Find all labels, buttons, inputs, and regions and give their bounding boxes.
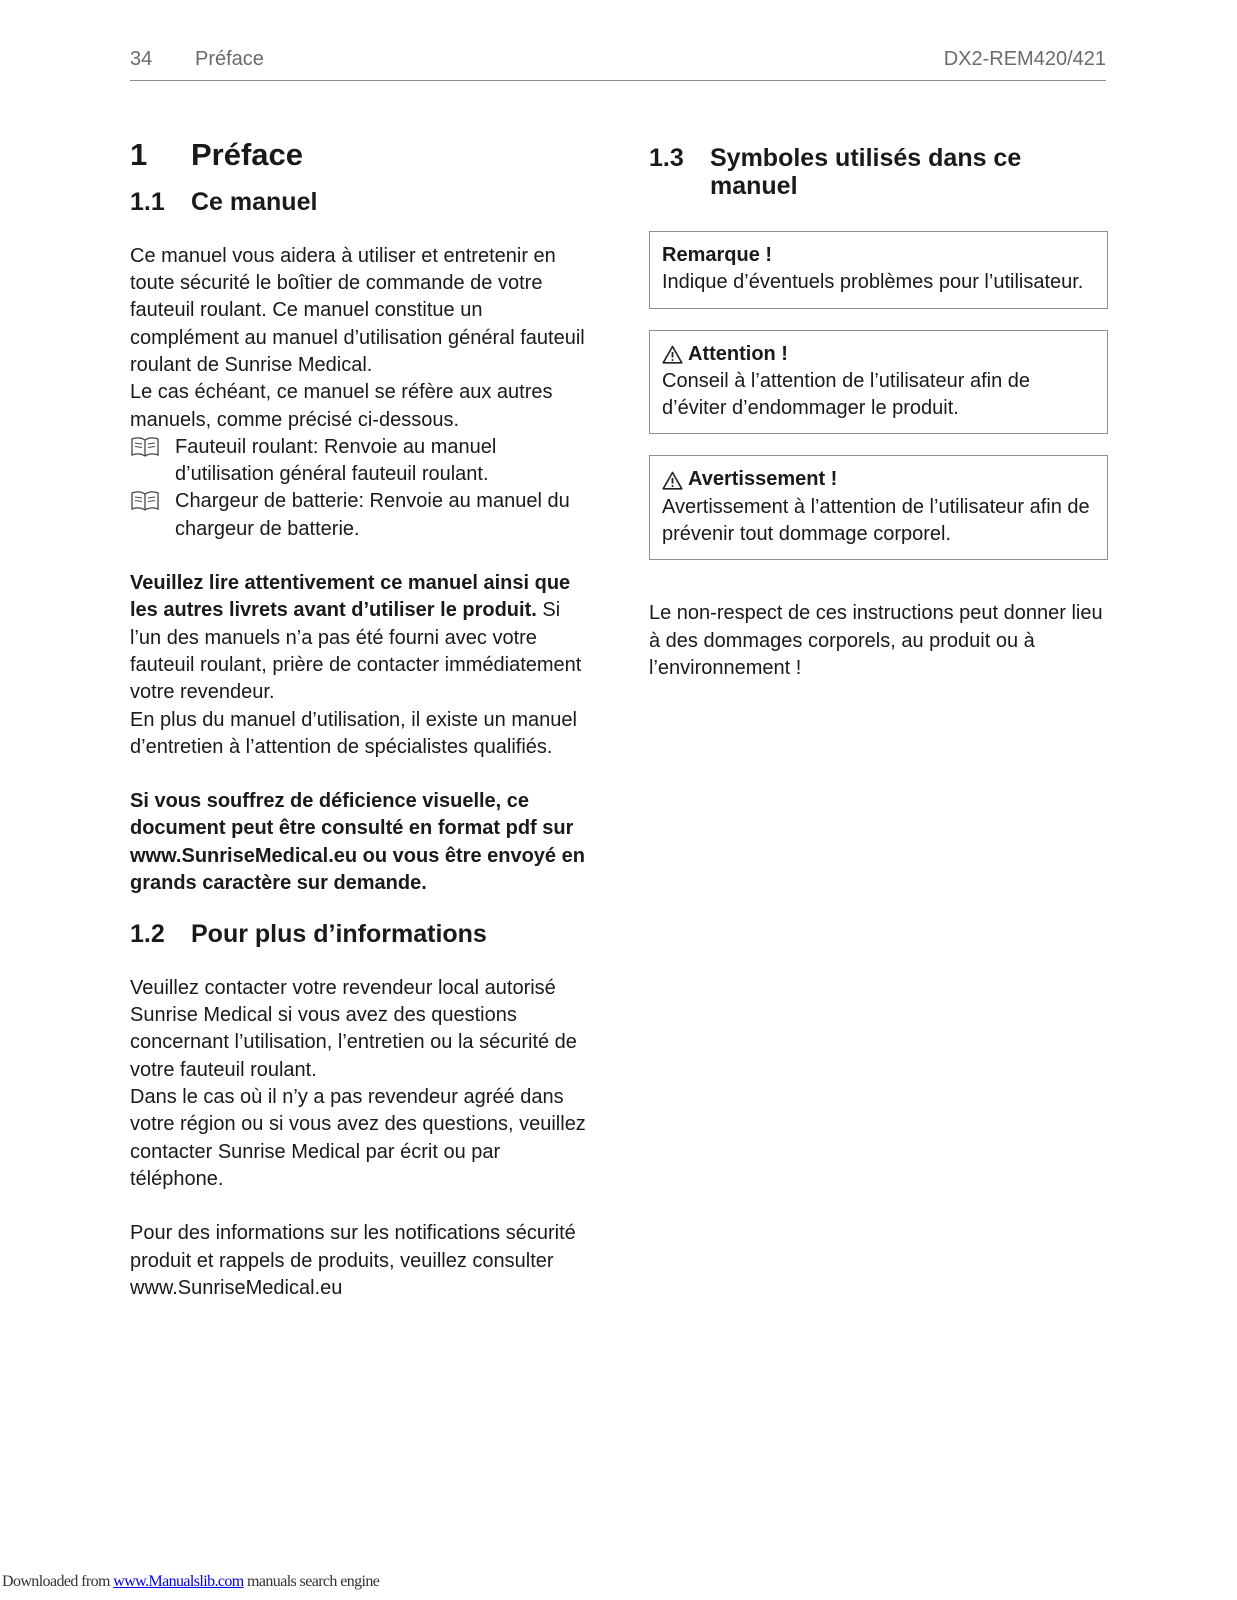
caution-text: Conseil à l’attention de l’utilisateur afin de d’éviter d’endommager le produit. xyxy=(662,369,1030,420)
visual-impairment-note: Si vous souffrez de déficience visuelle, ce document peut être consulté en format pdf sur www.SunriseMedical.eu ou vous être envoyé en grands caractère sur demande. xyxy=(130,790,585,895)
page-number: 34 xyxy=(130,48,153,70)
section-1-3-heading xyxy=(649,145,1109,200)
book-icon xyxy=(130,488,175,543)
chapter-heading xyxy=(130,135,595,175)
section-title: Pour plus d’informations xyxy=(191,920,487,949)
header-section-title: Préface xyxy=(195,48,264,70)
warning-text: Avertissement à l’attention de l’utilisateur afin de prévenir tout dommage corporel. xyxy=(662,495,1090,546)
section-number: 1.2 xyxy=(130,920,165,949)
manual-references-list xyxy=(130,434,595,543)
right-column xyxy=(649,145,1109,682)
contact-sunrise-paragraph: Dans le cas où il n’y a pas revendeur agréé dans votre région ou si vous avez des questions, veuillez contacter Sunrise Medical par écrit ou par téléphone. xyxy=(130,1086,586,1190)
header-model-code: DX2-REM420/421 xyxy=(943,48,1106,70)
service-manual-paragraph: En plus du manuel d’utilisation, il existe un manuel d’entretien à l’attention de spécialistes qualifiés. xyxy=(130,708,577,758)
read-carefully-bold: Veuillez lire attentivement ce manuel ainsi que les autres livrets avant d’utiliser le produit. xyxy=(130,572,571,622)
list-item xyxy=(130,434,595,489)
chapter-title: Préface xyxy=(191,137,304,172)
note-title: Remarque ! xyxy=(662,244,773,266)
warning-title: Avertissement ! xyxy=(688,468,838,491)
section-title: Symboles utilisés dans ce manuel xyxy=(710,144,1022,200)
footer-suffix: manuals search engine xyxy=(243,1573,380,1590)
read-carefully-paragraph xyxy=(130,570,595,706)
safety-notifications-paragraph: Pour des informations sur les notifications sécurité produit et rappels de produits, veuillez consulter www.SunriseMedical.eu xyxy=(130,1222,576,1299)
warning-title-row xyxy=(662,466,1095,493)
section-1-2-heading xyxy=(130,921,595,949)
caution-title-row xyxy=(662,341,1095,368)
reference-text: Chargeur de batterie: Renvoie au manuel du chargeur de batterie. xyxy=(175,490,570,540)
caution-title: Attention ! xyxy=(688,342,788,365)
warning-box xyxy=(649,455,1108,560)
non-compliance-paragraph: Le non-respect de ces instructions peut donner lieu à des dommages corporels, au produit ou à l’environnement ! xyxy=(649,602,1103,679)
list-item xyxy=(130,488,595,543)
page-header xyxy=(130,48,1106,81)
intro-paragraph: Ce manuel vous aidera à utiliser et entretenir en toute sécurité le boîtier de commande de votre fauteuil roulant. Ce manuel constitue un complément au manuel d’utilisation général fauteuil roulant de Sunrise Medical. xyxy=(130,244,585,376)
warning-triangle-icon xyxy=(662,345,683,364)
chapter-number: 1 xyxy=(130,137,148,172)
reference-text: Fauteuil roulant: Renvoie au manuel d’utilisation général fauteuil roulant. xyxy=(175,435,497,486)
manualslib-link[interactable]: www.Manualslib.com xyxy=(113,1573,244,1590)
read-carefully-rest: Si l’un des manuels n’a pas été fourni avec votre fauteuil roulant, prière de contacter immédiatement votre revendeur. xyxy=(130,599,582,704)
note-text: Indique d’éventuels problèmes pour l’utilisateur. xyxy=(662,271,1084,294)
contact-dealer-paragraph: Veuillez contacter votre revendeur local autorisé Sunrise Medical si vous avez des questions concernant l’utilisation, l’entretien ou la sécurité de votre fauteuil roulant. xyxy=(130,976,577,1081)
section-number: 1.1 xyxy=(130,188,165,217)
reference-paragraph: Le cas échéant, ce manuel se réfère aux autres manuels, comme précisé ci-dessous. xyxy=(130,381,553,431)
footer-prefix: Downloaded from xyxy=(2,1573,114,1590)
caution-box xyxy=(649,330,1108,435)
download-footer xyxy=(2,1573,379,1591)
warning-triangle-icon xyxy=(662,471,683,490)
note-box xyxy=(649,231,1108,309)
left-column xyxy=(130,135,595,1302)
book-icon xyxy=(130,434,175,489)
section-title: Ce manuel xyxy=(191,188,318,217)
section-1-1-heading xyxy=(130,189,595,217)
section-number: 1.3 xyxy=(649,144,684,172)
